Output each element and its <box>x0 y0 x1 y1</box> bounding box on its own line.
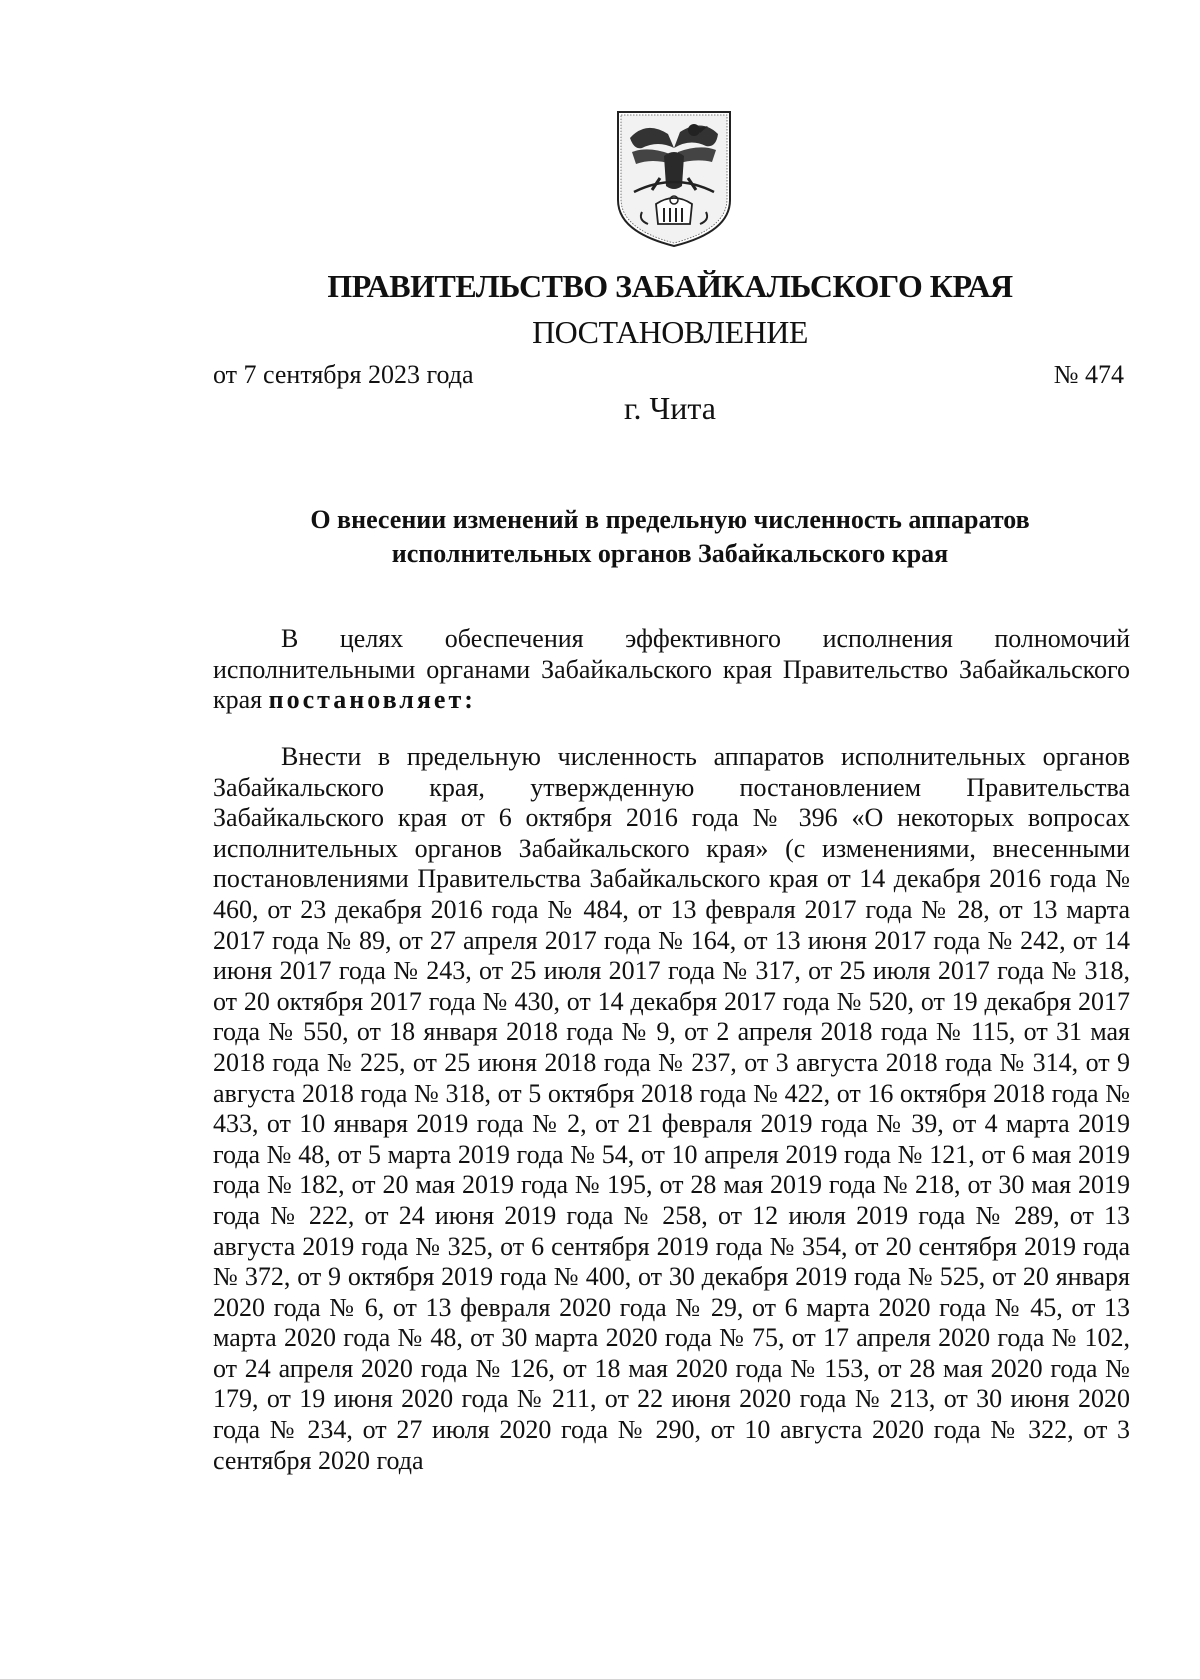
subject-line-2: исполнительных органов Забайкальского края <box>391 539 949 568</box>
document-number: № 474 <box>1053 360 1124 389</box>
coat-of-arms-icon <box>612 108 736 248</box>
government-title: ПРАВИТЕЛЬСТВО ЗАБАЙКАЛЬСКОГО КРАЯ <box>327 268 1013 304</box>
preamble-paragraph <box>213 624 1130 716</box>
document-date: от 7 сентября 2023 года <box>213 360 474 389</box>
body-paragraph: Внести в предельную численность аппаратов исполнительных органов Забайкальского края, утвержденную постановлением Правительства Забайкальского края от 6 октября 2016 года № 396 «О некоторых вопросах исполнительных органов Забайкальского края» (с изменениями, внесенными постановлениями Правительства Забайкальского края от 14 декабря 2016 года № 460, от 23 декабря 2016 года № 484, от 13 февраля 2017 года № 28, от 13 марта 2017 года № 89, от 27 апреля 2017 года № 164, от 13 июня 2017 года № 242, от 14 июня 2017 года № 243, от 25 июля 2017 года № 317, от 25 июля 2017 года № 318, от 20 октября 2017 года № 430, от 14 декабря 2017 года № 520, от 19 декабря 2017 года № 550, от 18 января 2018 года № 9, от 2 апреля 2018 года № 115, от 31 мая 2018 года № 225, от 25 июня 2018 года № 237, от 3 августа 2018 года № 314, от 9 августа 2018 года № 318, от 5 октября 2018 года № 422, от 16 октября 2018 года № 433, от 10 января 2019 года № 2, от 21 февраля 2019 года № 39, от 4 марта 2019 года № 48, от 5 марта 2019 года № 54, от 10 апреля 2019 года № 121, от 6 мая 2019 года № 182, от 20 мая 2019 года № 195, от 28 мая 2019 года № 218, от 30 мая 2019 года № 222, от 24 июня 2019 года № 258, от 12 июля 2019 года № 289, от 13 августа 2019 года № 325, от 6 сентября 2019 года № 354, от 20 сентября 2019 года № 372, от 9 октября 2019 года № 400, от 30 декабря 2019 года № 525, от 20 января 2020 года № 6, от 13 февраля 2020 года № 29, от 6 марта 2020 года № 45, от 13 марта 2020 года № 48, от 30 марта 2020 года № 75, от 17 апреля 2020 года № 102, от 24 апреля 2020 года № 126, от 18 мая 2020 года № 153, от 28 мая 2020 года № 179, от 19 июня 2020 года № 211, от 22 июня 2020 года № 213, от 30 июня 2020 года № 234, от 27 июля 2020 года № 290, от 10 августа 2020 года № 322, от 3 сентября 2020 года <box>213 742 1130 1475</box>
document-city: г. Чита <box>623 390 716 426</box>
preamble-keyword: постановляет: <box>268 685 476 715</box>
subject-line-1: О внесении изменений в предельную численность аппаратов <box>310 505 1030 534</box>
document-type: ПОСТАНОВЛЕНИЕ <box>532 314 808 350</box>
preamble-text: В целях обеспечения эффективного исполнения полномочий исполнительными органами Забайкальского края Правительство Забайкальского края <box>213 624 1130 715</box>
document-subject <box>200 503 1140 571</box>
